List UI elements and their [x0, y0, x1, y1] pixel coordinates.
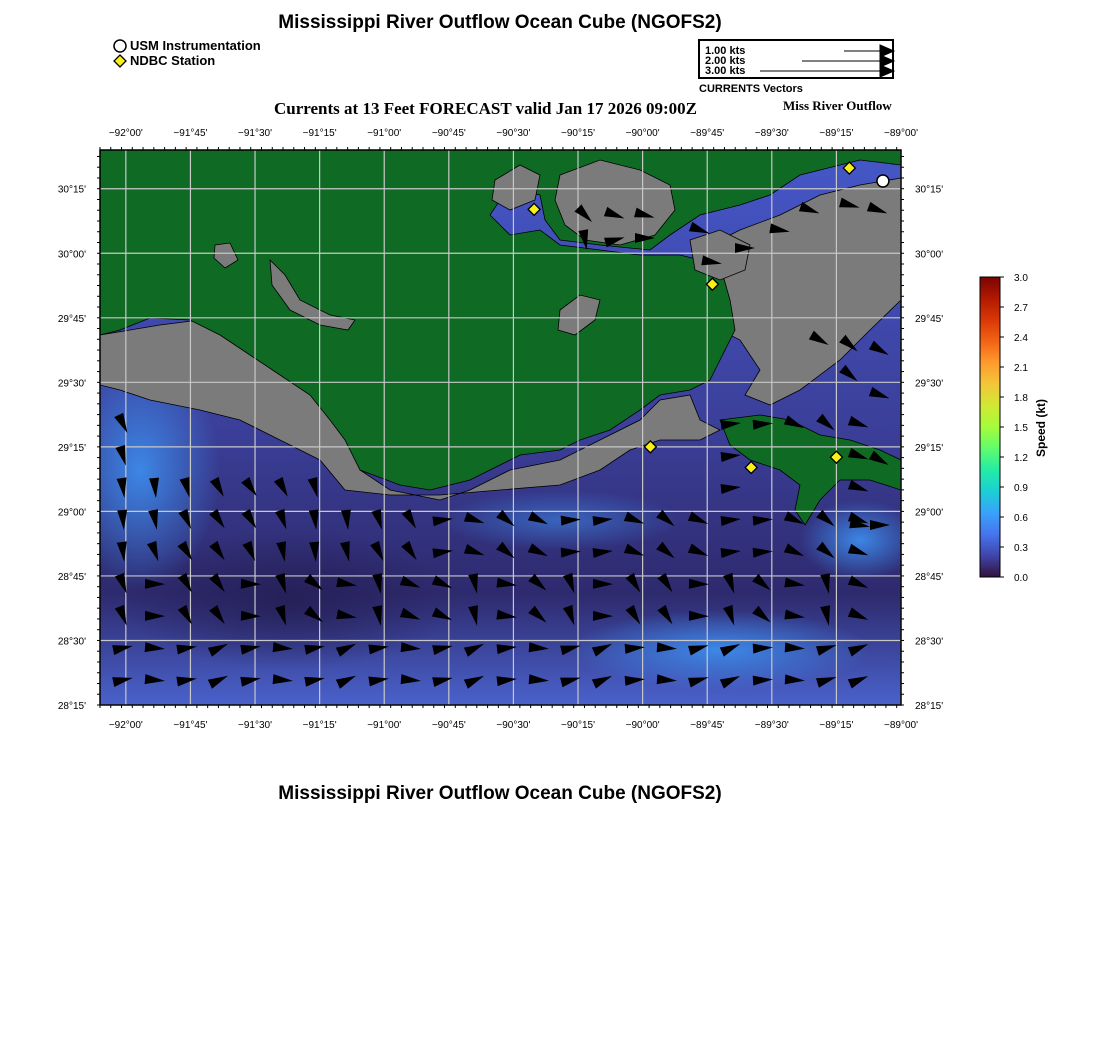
lon-label-bottom: −91°30' — [238, 720, 273, 731]
colorbar-tick-label: 0.3 — [1014, 543, 1028, 554]
lat-label-left: 29°00' — [57, 507, 86, 519]
legend-usm-label: USM Instrumentation — [130, 38, 261, 53]
lon-label-top: −91°00' — [367, 128, 402, 139]
usm-site-marker — [877, 175, 889, 187]
map-subtitle: Currents at 13 Feet FORECAST valid Jan 17 2026 09:00Z — [274, 99, 697, 118]
colorbar-tick-label: 2.4 — [1014, 333, 1028, 344]
outflow-label: Miss River Outflow — [783, 98, 892, 113]
colorbar-ramp — [980, 277, 1000, 577]
lon-label-top: −89°15' — [819, 128, 854, 139]
colorbar-tick-label: 1.5 — [1014, 423, 1028, 434]
lat-label-right: 29°45' — [915, 313, 944, 325]
lat-label-left: 30°00' — [57, 249, 86, 261]
colorbar-tick-label: 3.0 — [1014, 273, 1028, 284]
colorbar-tick-label: 2.1 — [1014, 363, 1028, 374]
lon-label-top: −89°30' — [754, 128, 789, 139]
lon-label-bottom: −90°15' — [561, 720, 596, 731]
lon-label-bottom: −91°15' — [302, 720, 337, 731]
lat-label-right: 29°30' — [915, 378, 944, 390]
lat-label-right: 28°45' — [915, 571, 944, 583]
lon-label-top: −91°45' — [173, 128, 208, 139]
colorbar-tick-label: 0.0 — [1014, 573, 1028, 584]
lat-label-left: 29°30' — [57, 378, 86, 390]
main-title: Mississippi River Outflow Ocean Cube (NGOFS2) — [278, 12, 722, 33]
secondary-title: Mississippi River Outflow Ocean Cube (NGOFS2) — [278, 783, 722, 804]
colorbar-tick-label: 2.7 — [1014, 303, 1028, 314]
lon-label-top: −90°15' — [561, 128, 596, 139]
lat-label-left: 29°15' — [57, 442, 86, 454]
lon-label-bottom: −89°15' — [819, 720, 854, 731]
lon-label-top: −89°00' — [884, 128, 918, 139]
lat-label-right: 29°00' — [915, 507, 944, 519]
lon-label-top: −92°00' — [108, 128, 143, 139]
lon-label-bottom: −90°45' — [431, 720, 466, 731]
vector-key-row-2: 2.00 kts — [705, 55, 746, 67]
lon-label-bottom: −89°45' — [690, 720, 725, 731]
lon-label-bottom: −91°00' — [367, 720, 402, 731]
lon-label-top: −91°30' — [238, 128, 273, 139]
lon-label-top: −91°15' — [302, 128, 337, 139]
lon-label-bottom: −89°00' — [884, 720, 918, 731]
lon-label-bottom: −91°45' — [173, 720, 208, 731]
lon-label-bottom: −90°00' — [625, 720, 660, 731]
lat-label-right: 30°15' — [915, 184, 944, 196]
lon-label-top: −90°30' — [496, 128, 531, 139]
speed-colorbar — [960, 268, 1080, 588]
colorbar-tick-label: 1.2 — [1014, 453, 1028, 464]
lat-label-left: 28°45' — [57, 571, 86, 583]
lon-label-top: −89°45' — [690, 128, 725, 139]
lon-label-top: −90°00' — [625, 128, 660, 139]
lon-label-bottom: −89°30' — [754, 720, 789, 731]
lat-label-right: 29°15' — [915, 442, 944, 454]
lat-label-left: 28°30' — [57, 636, 86, 648]
vector-key-caption: CURRENTS Vectors — [699, 83, 803, 95]
lat-label-right: 28°30' — [915, 636, 944, 648]
colorbar-tick-label: 0.9 — [1014, 483, 1028, 494]
lat-label-left: 30°15' — [57, 184, 86, 196]
colorbar-label: Speed (kt) — [1034, 398, 1048, 458]
legend-ndbc-label: NDBC Station — [130, 53, 216, 68]
colorbar-tick-label: 0.6 — [1014, 513, 1028, 524]
lat-label-right: 30°00' — [915, 249, 944, 261]
vector-key-row-1: 1.00 kts — [705, 45, 746, 57]
lon-label-bottom: −92°00' — [108, 720, 143, 731]
lon-label-bottom: −90°30' — [496, 720, 531, 731]
colorbar-tick-label: 1.8 — [1014, 393, 1028, 404]
lat-label-left: 28°15' — [57, 701, 86, 712]
vector-key-row-3: 3.00 kts — [705, 65, 746, 77]
lon-label-top: −90°45' — [431, 128, 466, 139]
lat-label-left: 29°45' — [57, 313, 86, 325]
lat-label-right: 28°15' — [915, 701, 944, 712]
